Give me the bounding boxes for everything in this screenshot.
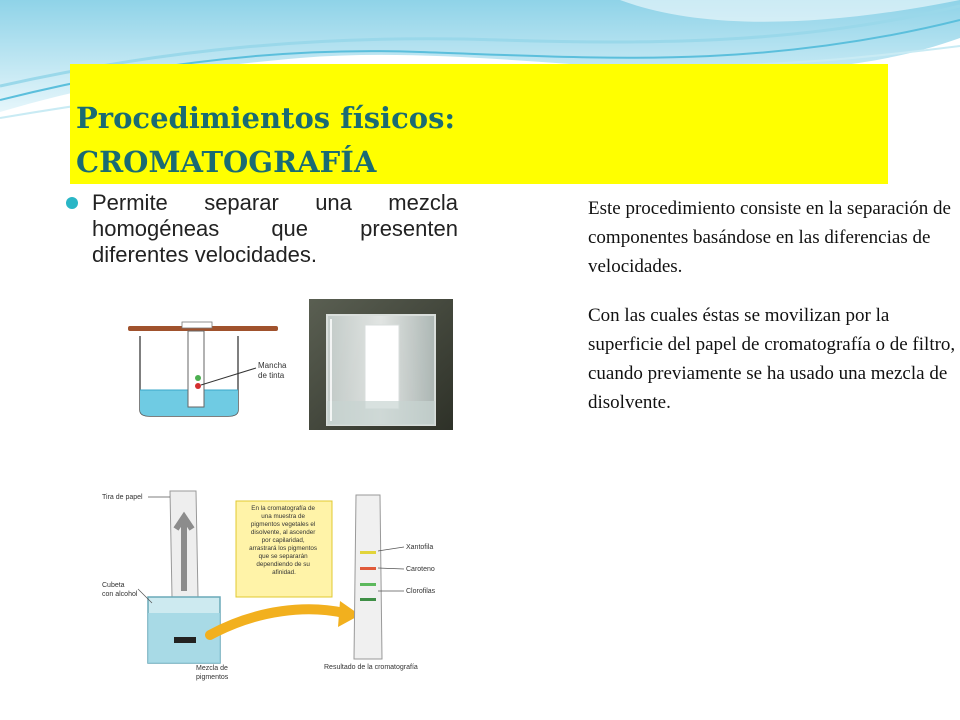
glass-chamber-photo [309, 299, 453, 430]
chromatography-process-diagram [98, 477, 452, 685]
pigment-mix-label: Mezcla de pigmentos [196, 665, 229, 681]
paper-strip-label: Tira de papel [102, 494, 143, 501]
description-paragraph-1: Este procedimiento consiste en la separación de componentes basándose en las diferencias de velocidades. [588, 198, 951, 277]
title-line-1: Procedimientos físicos: [76, 101, 456, 135]
result-label: Resultado de la cromatografía [324, 664, 418, 671]
cuvette-label: Cubeta con alcohol [102, 582, 138, 598]
carotene-label: Caroteno [406, 566, 435, 573]
ink-spot-label: Mancha de tinta [258, 361, 287, 380]
description-text [588, 194, 960, 437]
bullet-point [66, 190, 458, 268]
explanation-note: En la cromatografía de una muestra de pigmentos vegetales el disolvente, al ascender por capilaridad, arrastrará los pigmentos que se separarán dependiendo de su afinidad. [249, 505, 318, 576]
title-line-2: CROMATOGRAFÍA [76, 145, 377, 179]
beaker-diagram [120, 298, 304, 438]
description-paragraph-2: Con las cuales éstas se movilizan por la superficie del papel de cromatografía o de filtro, cuando previamente se ha usado una mezcla de disolvente. [588, 305, 956, 413]
chlorophyll-label: Clorofilas [406, 588, 436, 595]
slide-title [76, 96, 455, 184]
bullet-dot-icon [66, 197, 78, 209]
xanthophyll-label: Xantofila [406, 544, 434, 551]
bullet-text: Permite separar una mezcla homogéneas que presenten diferentes velocidades. [92, 190, 458, 267]
